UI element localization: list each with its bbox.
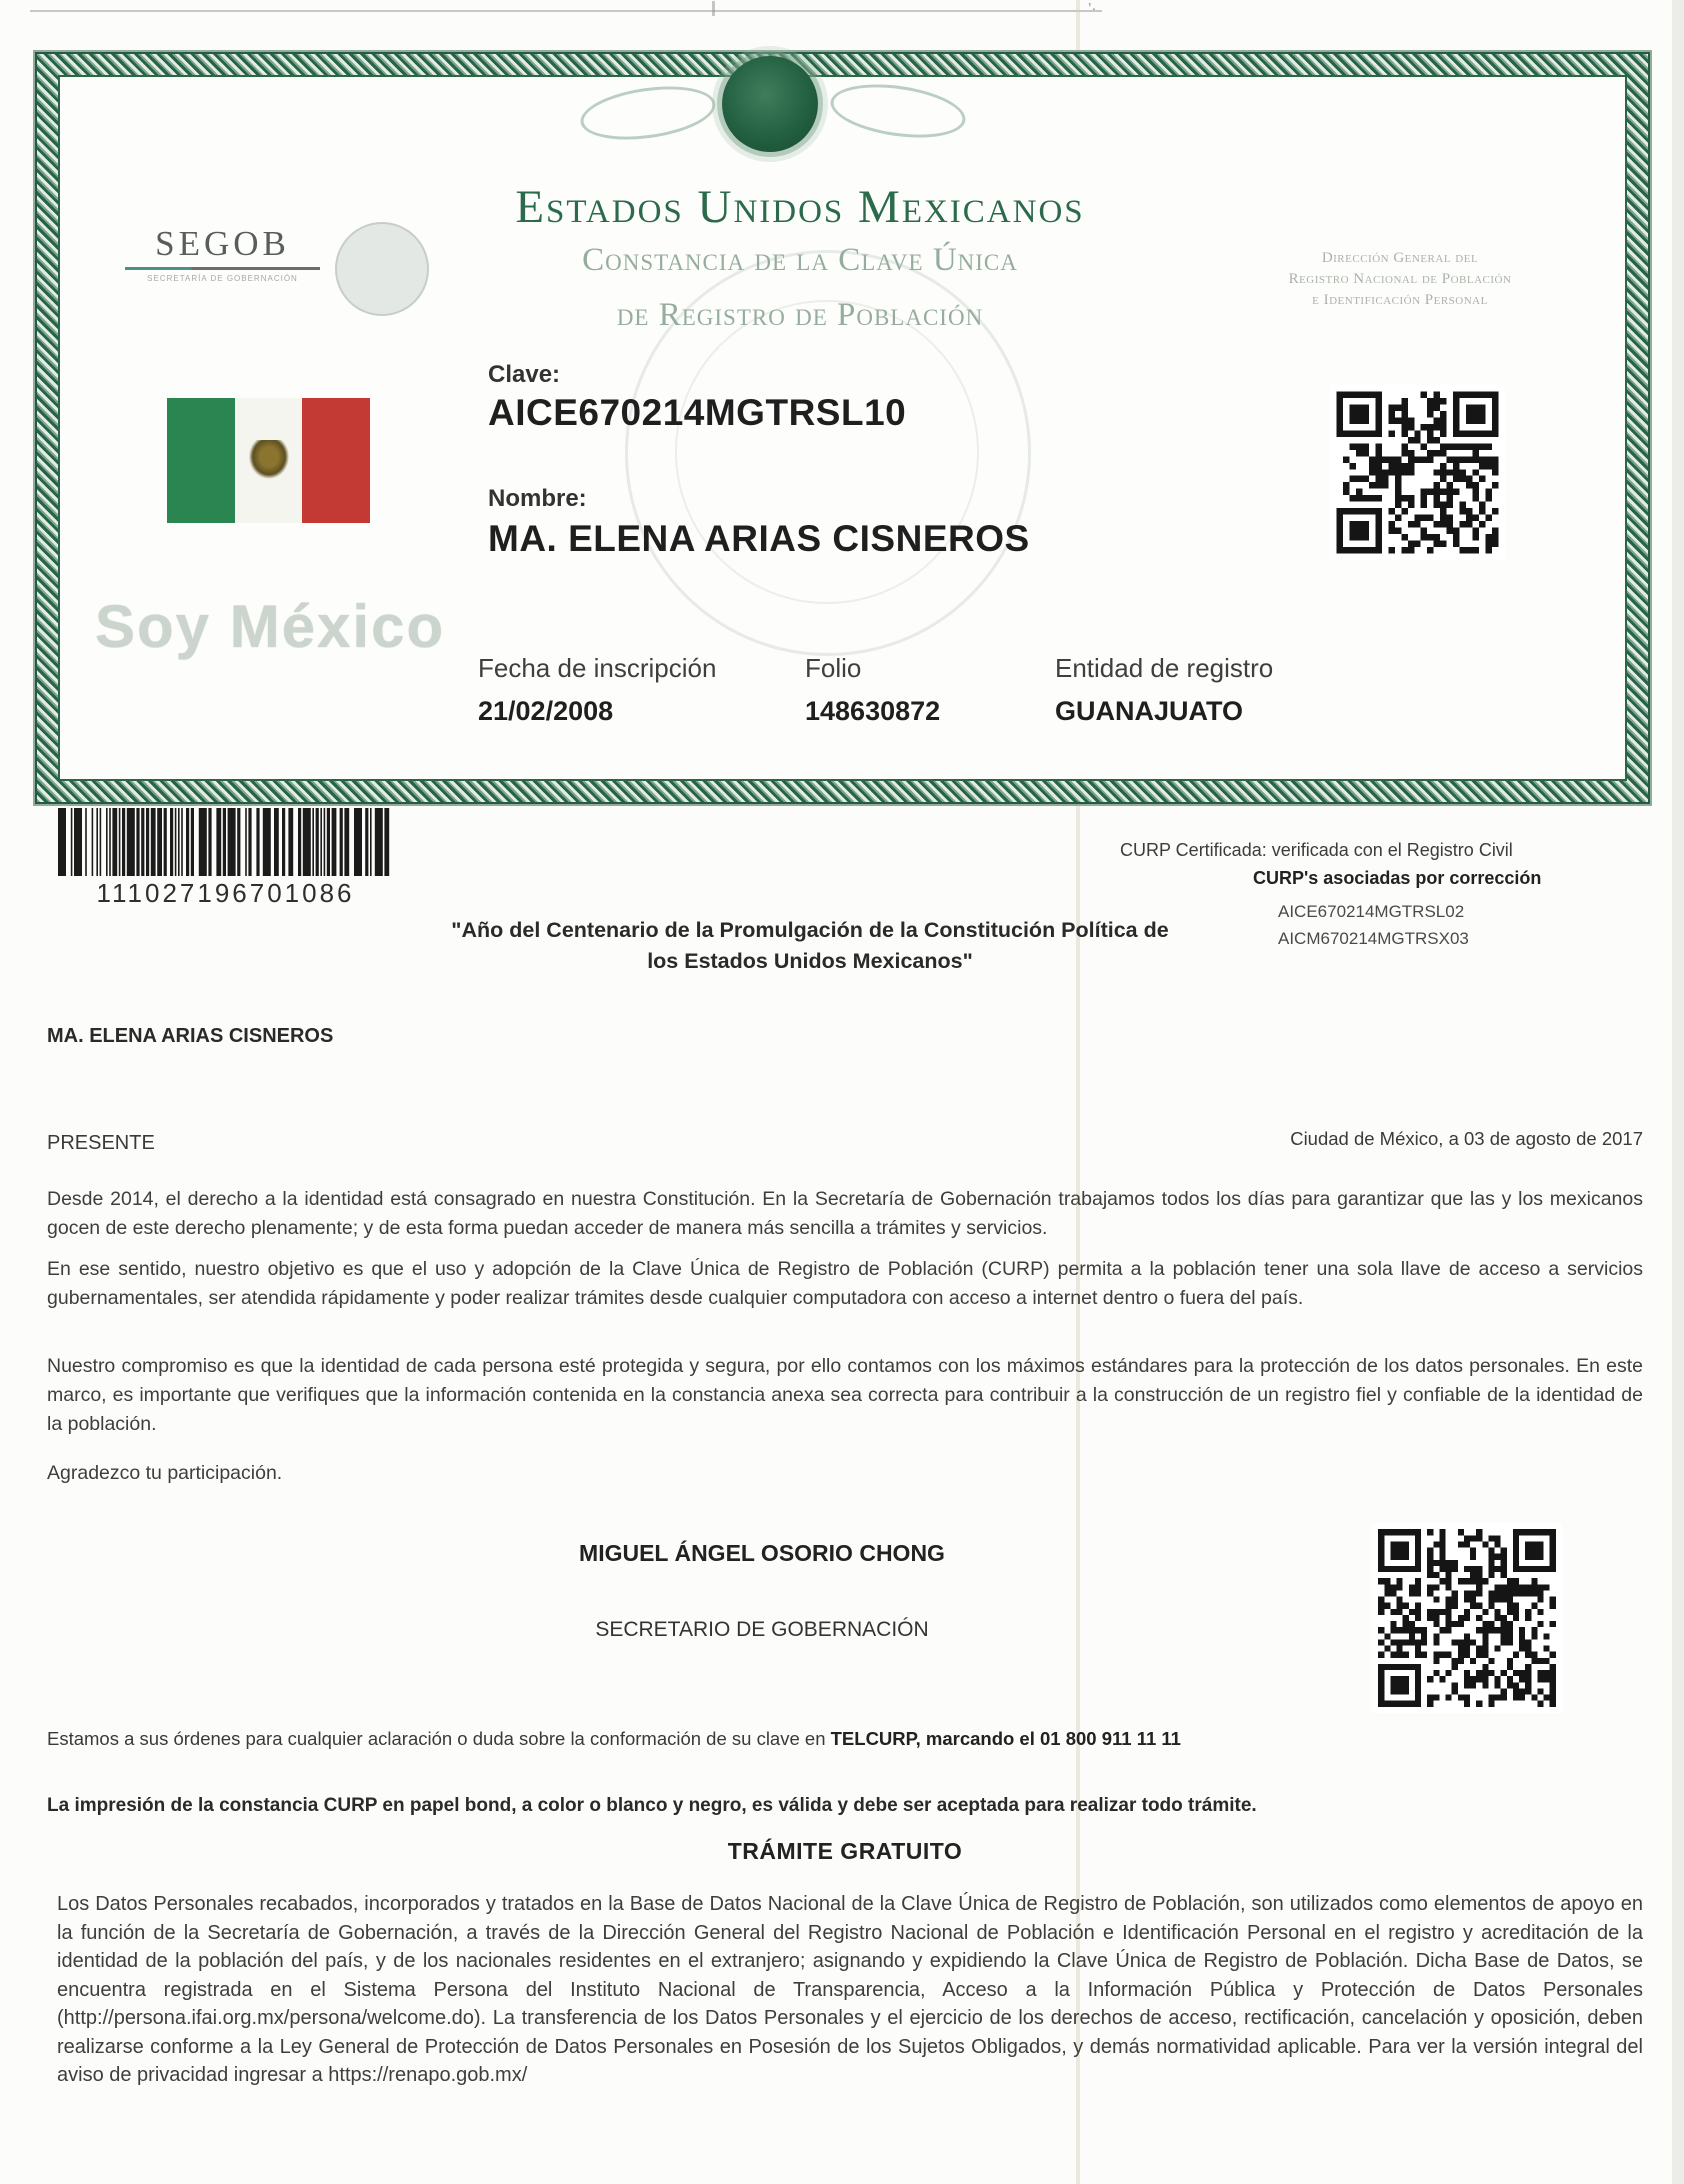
barcode-number: 111027196701086: [96, 878, 355, 908]
nombre-label: Nombre:: [488, 485, 587, 512]
folio-label: Folio: [805, 653, 862, 683]
agency-line1: Dirección General del: [1321, 250, 1479, 266]
segob-logo: [115, 224, 330, 283]
flag-white-stripe: [235, 398, 303, 523]
issuing-agency: [1185, 248, 1615, 311]
associated-curp-2: AICM670214MGTRSX03: [1278, 929, 1469, 948]
contact-phone: TELCURP, marcando el 01 800 911 11 11: [830, 1728, 1181, 1749]
scan-edge-shadow: [1672, 0, 1684, 2184]
folio-value: 148630872: [805, 696, 941, 726]
qr-code-verification: [1372, 1523, 1562, 1713]
national-seal-icon: [722, 56, 818, 152]
contact-prefix: Estamos a sus órdenes para cualquier aclaración o duda sobre la conformación de su clave en: [47, 1728, 831, 1749]
flag-eagle-icon: [246, 440, 292, 482]
letter-dateline: Ciudad de México, a 03 de agosto de 2017: [1290, 1128, 1643, 1149]
letter-presente: PRESENTE: [47, 1132, 155, 1154]
soy-mexico-watermark: Soy México: [95, 593, 446, 660]
signer-title: SECRETARIO DE GOBERNACIÓN: [595, 1618, 929, 1641]
qr-code-certificate: [1330, 385, 1505, 560]
associated-curps-header: CURP's asociadas por corrección: [1253, 868, 1542, 888]
print-validity-notice: La impresión de la constancia CURP en papel bond, a color o blanco y negro, es válida y debe ser aceptada para realizar todo trámite.: [47, 1795, 1257, 1816]
entidad-registro-label: Entidad de registro: [1055, 653, 1274, 683]
certificate-subtitle-line2: de Registro de Población: [616, 297, 984, 333]
agency-line2: Registro Nacional de Población: [1288, 271, 1512, 287]
letter-paragraph-3: Nuestro compromiso es que la identidad de cada persona esté protegida y segura, por ello contamos con los máximos estándares para la protección de los datos personales. En este marco, es importante que verifiques que la información contenida en la constancia anexa sea correcta para contribuir a la construcción de un registro fiel y confiable de la identidad de la población.: [47, 1355, 1643, 1435]
centenary-motto: [260, 915, 1360, 977]
nombre-value: MA. ELENA ARIAS CISNEROS: [488, 518, 1030, 559]
curp-certificate-card: [35, 52, 1650, 804]
clave-label: Clave:: [488, 361, 561, 388]
letter-recipient: MA. ELENA ARIAS CISNEROS: [47, 1025, 334, 1047]
flag-green-stripe: [167, 398, 235, 523]
curp-certified-line: CURP Certificada: verificada con el Registro Civil: [1120, 840, 1513, 860]
flag-red-stripe: [302, 398, 370, 523]
scan-artifact-topline: [30, 10, 1102, 12]
motto-line1: "Año del Centenario de la Promulgación de la Constitución Política de: [451, 918, 1169, 942]
contact-line: [47, 1728, 1181, 1750]
barcode: [58, 808, 393, 876]
scan-artifact-mark: ’·: [1088, 0, 1097, 17]
motto-line2: los Estados Unidos Mexicanos": [647, 949, 973, 973]
fecha-inscripcion-value: 21/02/2008: [478, 696, 614, 726]
mexican-flag: [167, 398, 370, 523]
letter-thanks: Agradezco tu participación.: [47, 1462, 283, 1484]
agency-line3: e Identificación Personal: [1312, 292, 1488, 308]
segob-wordmark: SEGOB: [155, 224, 290, 263]
segob-rule: [125, 267, 320, 270]
letter-paragraph-1: Desde 2014, el derecho a la identidad está consagrado en nuestra Constitución. En la Secretaría de Gobernación trabajamos todos los días para garantizar que las y los mexicanos gocen de este derecho plenamente; y de esta forma puedan acceder de manera más sencilla a trámites y servicios.: [47, 1188, 1643, 1239]
privacy-notice: Los Datos Personales recabados, incorporados y tratados en la Base de Datos Nacional de la Clave Única de Registro de Población, son utilizados como elementos de apoyo en la función de la Secretaría de Gobernación, a través de la Dirección General del Registro Nacional de Población e Identificación Personal en el registro y acreditación de la identidad de la población del país, y de los nacionales residentes en el extranjero; asignando y expidiendo la Clave Única de Registro de Población. Dicha Base de Datos, se encuentra registrada en el Sistema Persona del Instituto Nacional de Transparencia, Acceso a la Información Pública y Protección de Datos Personales (http://persona.ifai.org.mx/persona/welcome.do). La transferencia de los Datos Personales y el ejercicio de los derechos de acceso, rectificación, cancelación y oposición, deben realizarse conforme a la Ley General de Protección de Datos Personales en Posesión de los Sujetos Obligados, y demás normatividad aplicable. Para ver la versión integral del aviso de privacidad ingresar a https://renapo.gob.mx/: [57, 1893, 1643, 2086]
associated-curp-1: AICE670214MGTRSL02: [1278, 902, 1465, 921]
entidad-registro-value: GUANAJUATO: [1055, 696, 1244, 726]
free-procedure-notice: TRÁMITE GRATUITO: [727, 1838, 963, 1864]
certificate-title: Estados Unidos Mexicanos: [515, 181, 1085, 233]
letter-paragraph-2: En ese sentido, nuestro objetivo es que el uso y adopción de la Clave Única de Registro de Población (CURP) permita a la población tener una sola llave de acceso a servicios gubernamentales, ser atendida rápidamente y poder realizar trámites desde cualquier computadora con acceso a internet dentro o fuera del país.: [47, 1258, 1643, 1309]
segob-sublabel: SECRETARÍA DE GOBERNACIÓN: [147, 274, 298, 283]
certificate-subtitle-line1: Constancia de la Clave Única: [582, 242, 1018, 278]
signer-name: MIGUEL ÁNGEL OSORIO CHONG: [579, 1540, 945, 1566]
scan-artifact-tick: [712, 1, 715, 16]
fecha-inscripcion-label: Fecha de inscripción: [478, 653, 717, 683]
clave-value: AICE670214MGTRSL10: [488, 392, 907, 433]
